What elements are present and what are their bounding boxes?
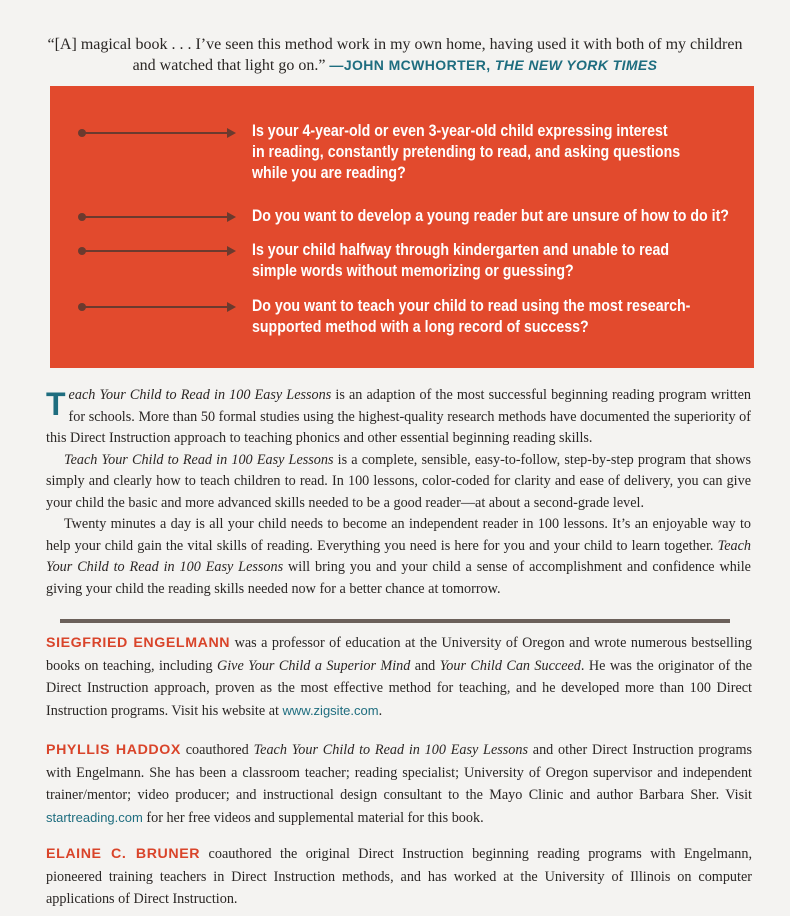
- paragraph-2: Teach Your Child to Read in 100 Easy Lessons is a complete, sensible, easy-to-follow, step-by-step program that shows simply and clearly how to teach children to read. In 100 lessons, color-coded for clarity and ease of delivery, you can give your child the basic and more advanced skills needed to be a good reader—at about a second-grade level.: [46, 451, 752, 511]
- question-text: Do you want to teach your child to read using the most research- supported method with a long record of success?: [252, 297, 691, 336]
- question-text: Do you want to develop a young reader but are unsure of how to do it?: [252, 207, 729, 225]
- attribution-author: —JOHN MCWHORTER,: [329, 57, 495, 73]
- endorsement-quote: [40, 34, 750, 76]
- arrow-bullet-icon: [82, 216, 234, 218]
- arrow-bullet-icon: [82, 306, 234, 308]
- question-text: Is your child halfway through kindergarten and unable to read simple words without memorizing or guessing?: [252, 241, 670, 280]
- attribution-source: THE NEW YORK TIMES: [494, 57, 658, 73]
- author-name: SIEGFRIED ENGELMANN: [46, 635, 231, 651]
- questions-panel: [50, 86, 754, 368]
- author-name: ELAINE C. BRUNER: [46, 846, 201, 862]
- author-name: PHYLLIS HADDOX: [46, 742, 181, 758]
- website-link[interactable]: www.zigsite.com: [282, 702, 379, 718]
- quote-text: “[A] magical book . . . I’ve seen this method work in my own home, having used it with both of my children and watched that light go on.”: [47, 36, 743, 74]
- bio-haddox: PHYLLIS HADDOX coauthored Teach Your Child to Read in 100 Easy Lessons and other Direct Instruction programs with Engelmann. She has been a classroom teacher; reading specialist; University of Oregon supervisor and independent trainer/mentor; video producer; and instructional design consultant to the Mayo Clinic and author Barbara Sher. Visit startreading.com for her free videos and supplemental material for this book.: [46, 742, 753, 826]
- arrow-bullet-icon: [82, 250, 234, 252]
- drop-cap: T: [46, 386, 66, 422]
- quote-attribution: [329, 57, 657, 73]
- divider: [60, 619, 730, 623]
- arrow-bullet-icon: [82, 132, 234, 134]
- question-text: Is your 4-year-old or even 3-year-old child expressing interest in reading, constantly pretending to read, and asking questions while you are reading?: [252, 122, 681, 182]
- paragraph-1: Teach Your Child to Read in 100 Easy Lessons is an adaption of the most successful beginning reading program written for schools. More than 50 formal studies using the highest-quality research methods have documented the superiority of this Direct Instruction approach to teaching phonics and other essential beginning reading skills.: [46, 386, 751, 446]
- description-body: [46, 385, 751, 600]
- website-link[interactable]: startreading.com: [46, 809, 143, 825]
- bio-engelmann: SIEGFRIED ENGELMANN was a professor of education at the University of Oregon and wrote numerous bestselling books on teaching, including Give Your Child a Superior Mind and Your Child Can Succeed. He was the originator of the Direct Instruction approach, proven as the most effective method for teaching, and he developed more than 100 Direct Instruction programs. Visit his website at www.zigsite.com.: [46, 635, 752, 719]
- paragraph-3: Twenty minutes a day is all your child needs to become an independent reader in 100 lessons. It’s an enjoyable way to help your child gain the vital skills of reading. Everything you need is here for you and your child to learn together. Teach Your Child to Read in 100 Easy Lessons will bring you and your child a sense of accomplishment and confidence while giving your child the reading skills needed now for a better chance at tomorrow.: [46, 516, 751, 597]
- bio-bruner: ELAINE C. BRUNER coauthored the original Direct Instruction beginning reading programs with Engelmann, pioneered training teachers in Direct Instruction methods, and has worked at the University of Illinois on computer applications of Direct Instruction.: [46, 846, 753, 907]
